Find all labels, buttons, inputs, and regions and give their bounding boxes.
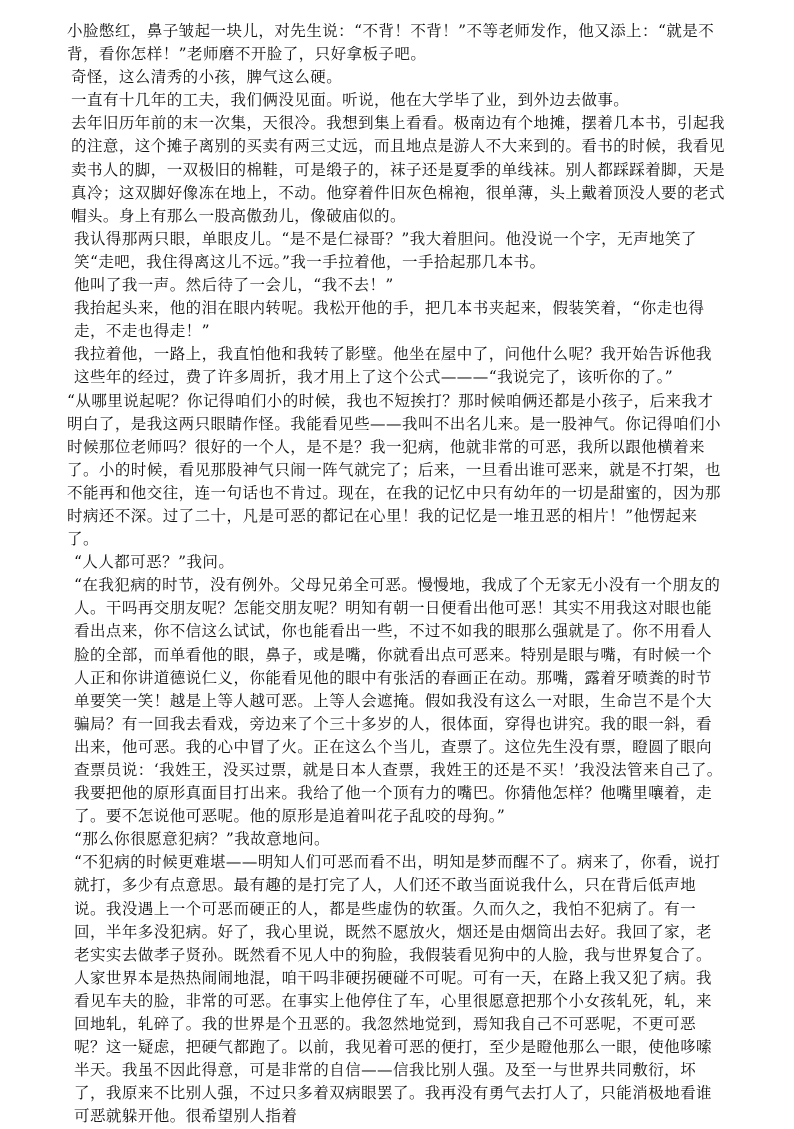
paragraph-8: 我拉着他，一路上，我直怕他和我转了影壁。他坐在屋中了，问他什么呢？我开始告诉他我这些年的经过，费了许多周折，我才用上了这个公式———“我说完了，该听你的了。” <box>74 345 713 387</box>
paragraph-11: “在我犯病的时节，没有例外。父母兄弟全可恶。慢慢地，我成了个无家无小没有一个朋友的人。干吗再交朋友呢？怎能交朋友呢？明知有朝一日便看出他可恶！其实不用我这对眼也能看出点来，你不信这么试试，你也能看出一些，不过不如我的眼那么强就是了。你不用看人脸的全部，而单看他的眼，鼻子，或是嘴，你就看出点可恶来。特别是眼与嘴，有时候一个人正和你讲道德说仁义，你能看见他的眼中有张活的春画正在动。那嘴，露着牙喷粪的时节单要笑一笑！越是上等人越可恶。上等人会遮掩。假如我没有这么一对眼，生命岂不是个大骗局？有一回我去看戏，旁边来了个三十多岁的人，很体面，穿得也讲究。我的眼一斜，看出来，他可恶。我的心中冒了火。正在这么个当儿，查票了。这位先生没有票，瞪圆了眼向查票员说：‘我姓王，没买过票，就是日本人查票，我姓王的还是不买！’我没法管来自己了。我要把他的原形真面目打出来。我给了他一个顶有力的嘴巴。你猜他怎样？他嘴里嚷着，走了。要不怎说他可恶呢。他的原形是追着叫花子乱咬的母狗。” <box>74 576 723 826</box>
paragraph-12: “那么你很愿意犯病？”我故意地问。 <box>74 830 330 849</box>
paragraph-7: 我抬起头来，他的泪在眼内转呢。我松开他的手，把几本书夹起来，假装笑着，“你走也得走，不走也得走！” <box>74 299 705 341</box>
paragraph-1: 小脸憋红，鼻子皱起一块儿，对先生说：“不背！不背！”不等老师发作，他又添上：“就是不背，看你怎样！”老师磨不开脸了，只好拿板子吧。 <box>67 22 715 64</box>
paragraph-5: 我认得那两只眼，单眼皮儿。“是不是仁禄哥？”我大着胆问。他没说一个字，无声地笑了笑“走吧，我住得离这儿不远。”我一手拉着他，一手拾起那几本书。 <box>74 229 697 271</box>
paragraph-2: 奇怪，这么清秀的小孩，脾气这么硬。 <box>71 68 343 87</box>
paragraph-3: 一直有十几年的工夫，我们俩没见面。听说，他在大学毕了业，到外边去做事。 <box>71 91 630 110</box>
paragraph-13: “不犯病的时候更难堪——明知人们可恶而看不出，明知是梦而醒不了。病来了，你看，说打就打，多少有点意思。最有趣的是打完了人，人们还不敢当面说我什么，只在背后低声地说。我没遇上一个可恶而硬正的人，都是些虚伪的软蛋。久而久之，我怕不犯病了。有一回，半年多没犯病。好了，我心里说，既然不愿放火，烟还是由烟筒出去好。我回了家，老老实实去做孝子贤孙。既然看不见人中的狗脸，我假装看见狗中的人脸，我与世界复合了。人家世界本是热热闹闹地混，咱干吗非硬拐硬碰不可呢。可有一天，在路上我又犯了病。我看见车夫的脸，非常的可恶。在事实上他停住了车，心里很愿意把那个小女孩轧死，轧，来回地轧，轧碎了。我的世界是个丑恶的。我忽然地觉到，焉知我自己不可恶呢，不更可恶呢？这一疑虑，把硬气都跑了。以前，我见着可恶的便打，至少是瞪他那么一眼，使他哆嗦半天。我虽不因此得意，可是非常的自信——信我比别人强。及至一与世界共同敷衍，坏了，我原来不比别人强，不过只多着双病眼罢了。我再没有勇气去打人了，只能消极地看谁可恶就躲开他。很希望别人指着 <box>74 853 721 1126</box>
paragraph-10: “人人都可恶？”我问。 <box>74 553 235 572</box>
story-text <box>67 20 727 1129</box>
paragraph-6: 他叫了我一声。然后待了一会儿，“我不去！” <box>74 276 394 295</box>
paragraph-9: “从哪里说起呢？你记得咱们小的时候，我也不短挨打？那时候咱俩还都是小孩子，后来我才明白了，是我这两只眼睛作怪。我能看见些——我叫不出名儿来。是一股神气。你记得咱们小时候那位老师吗？很好的一个人，是不是？我一犯病，他就非常的可恶，我所以跟他横着来了。小的时候，看见那股神气只闹一阵气就完了；后来，一旦看出谁可恶来，就是不打架，也不能再和他交往，连一句话也不肯过。现在，在我的记忆中只有幼年的一切是甜蜜的，因为那时病还不深。过了二十，凡是可恶的都记在心里！我的记忆是一堆丑恶的相片！”他愣起来了。 <box>67 391 721 549</box>
paragraph-4: 去年旧历年前的末一次集，天很冷。我想到集上看看。极南边有个地摊，摆着几本书，引起我的注意，这个摊子离别的买卖有两三丈远，而且地点是游人不大来到的。看书的时候，我看见卖书人的脚，一双极旧的棉鞋，可是缎子的，袜子还是夏季的单线袜。别人都踩踩着脚，天是真冷；这双脚好像冻在地上，不动。他穿着件旧灰色棉袍，很单薄，头上戴着顶没人要的老式帽头。身上有那么一股高傲劲儿，像破庙似的。 <box>71 114 725 225</box>
